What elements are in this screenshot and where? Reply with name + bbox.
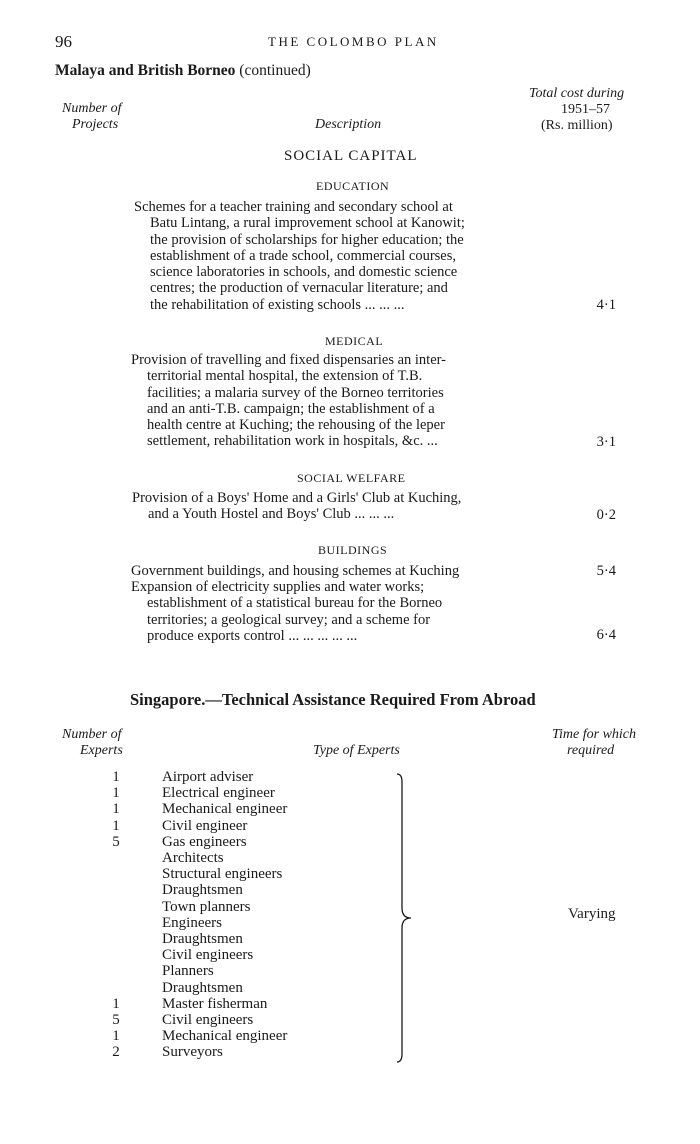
social-welfare-amount: 0·2: [596, 507, 616, 523]
education-text-line: the rehabilitation of existing schools ... ... ...: [150, 296, 405, 313]
subheading-social-welfare: SOCIAL WELFARE: [297, 471, 406, 485]
column-header-type-of-experts: Type of Experts: [313, 743, 400, 758]
education-amount: 4·1: [596, 297, 616, 313]
medical-text-line: health centre at Kuching; the rehousing of the leper: [147, 417, 445, 434]
column-header-number-experts: Number of: [62, 727, 122, 742]
time-required-value: Varying: [568, 906, 616, 922]
expert-type: Surveyors: [162, 1044, 223, 1061]
medical-text-line: settlement, rehabilitation work in hospitals, &c. ...: [147, 433, 438, 450]
buildings-government-amount: 5·4: [596, 563, 616, 579]
expert-type: Civil engineers: [162, 947, 254, 964]
expert-type: Mechanical engineer: [162, 1028, 288, 1045]
buildings-government-text-line: Government buildings, and housing schemes at Kuching: [131, 563, 460, 579]
medical-text-line: facilities; a malaria survey of the Borneo territories: [147, 384, 444, 401]
social-welfare-text-line: Provision of a Boys' Home and a Girls' Club at Kuching,: [132, 490, 462, 506]
column-header-cost: Total cost during: [529, 86, 625, 101]
expert-count: 5: [112, 1012, 120, 1028]
expert-type: Electrical engineer: [162, 785, 275, 802]
expert-type: Draughtsmen: [162, 882, 243, 899]
expert-type: Engineers: [162, 914, 222, 931]
expert-count: 1: [112, 995, 120, 1012]
education-text-line: Schemes for a teacher training and secondary school at: [134, 199, 453, 215]
section-title-main: Malaya and British Borneo: [55, 62, 236, 79]
column-header-experts: Experts: [80, 743, 123, 758]
education-description: [134, 199, 465, 313]
right-brace: [395, 772, 419, 1064]
buildings-expansion-text-line: establishment of a statistical bureau for the Borneo: [147, 595, 443, 612]
expert-count: 1: [112, 801, 120, 818]
expert-type: Architects: [162, 850, 224, 866]
expert-count: 1: [112, 817, 120, 834]
education-text-line: science laboratories in schools, and domestic science: [150, 264, 458, 281]
column-header-number: Number of: [62, 101, 122, 116]
subheading-education: EDUCATION: [316, 179, 390, 193]
running-head: THE COLOMBO PLAN: [268, 34, 439, 49]
buildings-description-government: [131, 563, 459, 579]
medical-text-line: Provision of travelling and fixed dispensaries an inter-: [131, 352, 447, 368]
expert-type: Planners: [162, 963, 214, 980]
buildings-expansion-amount: 6·4: [596, 627, 616, 643]
buildings-expansion-text-line: Expansion of electricity supplies and water works;: [131, 579, 425, 595]
expert-count: 1: [112, 785, 120, 802]
social-welfare-text-line: and a Youth Hostel and Boys' Club ... ... ...: [148, 506, 395, 523]
singapore-section-title: Singapore.—Technical Assistance Required From Abroad: [130, 690, 536, 709]
expert-type: Civil engineers: [162, 1012, 254, 1028]
buildings-expansion-text-line: territories; a geological survey; and a scheme for: [147, 611, 431, 628]
medical-description: [131, 352, 446, 450]
medical-text-line: territorial mental hospital, the extension of T.B.: [147, 368, 423, 385]
expert-type: Gas engineers: [162, 833, 247, 850]
heading-social-capital: SOCIAL CAPITAL: [284, 148, 418, 164]
expert-count: 1: [112, 769, 120, 785]
medical-text-line: and an anti-T.B. campaign; the establishment of a: [147, 400, 435, 417]
section-title: [55, 62, 311, 80]
expert-count: 1: [112, 1028, 120, 1045]
buildings-expansion-text-line: produce exports control ... ... ... ... ...: [147, 627, 358, 644]
expert-type: Draughtsmen: [162, 931, 243, 947]
expert-type: Draughtsmen: [162, 979, 243, 996]
education-text-line: Batu Lintang, a rural improvement school at Kanowit;: [150, 215, 465, 232]
social-welfare-description: [132, 490, 461, 523]
column-header-units: (Rs. million): [541, 118, 613, 133]
column-header-required: required: [567, 743, 615, 758]
education-text-line: centres; the production of vernacular literature; and: [150, 280, 448, 297]
column-header-period: 1951–57: [561, 102, 610, 117]
education-text-line: the provision of scholarships for higher education; the: [150, 231, 464, 248]
expert-type: Town planners: [162, 898, 251, 915]
column-header-description: Description: [315, 117, 382, 132]
expert-count: 5: [112, 833, 120, 850]
subheading-buildings: BUILDINGS: [318, 543, 388, 557]
medical-amount: 3·1: [596, 434, 616, 450]
expert-type: Airport adviser: [162, 769, 254, 785]
page-number: 96: [55, 32, 72, 51]
expert-type: Structural engineers: [162, 866, 283, 883]
expert-type: Mechanical engineer: [162, 801, 288, 818]
expert-count: 2: [112, 1044, 120, 1061]
expert-type: Civil engineer: [162, 817, 248, 834]
column-header-projects: Projects: [72, 117, 119, 132]
expert-type: Master fisherman: [162, 995, 268, 1012]
section-title-continued: (continued): [239, 62, 311, 79]
buildings-description-expansion: [131, 579, 442, 644]
column-header-time: Time for which: [552, 727, 637, 742]
education-text-line: establishment of a trade school, commercial courses,: [150, 247, 457, 264]
subheading-medical: MEDICAL: [325, 334, 384, 348]
